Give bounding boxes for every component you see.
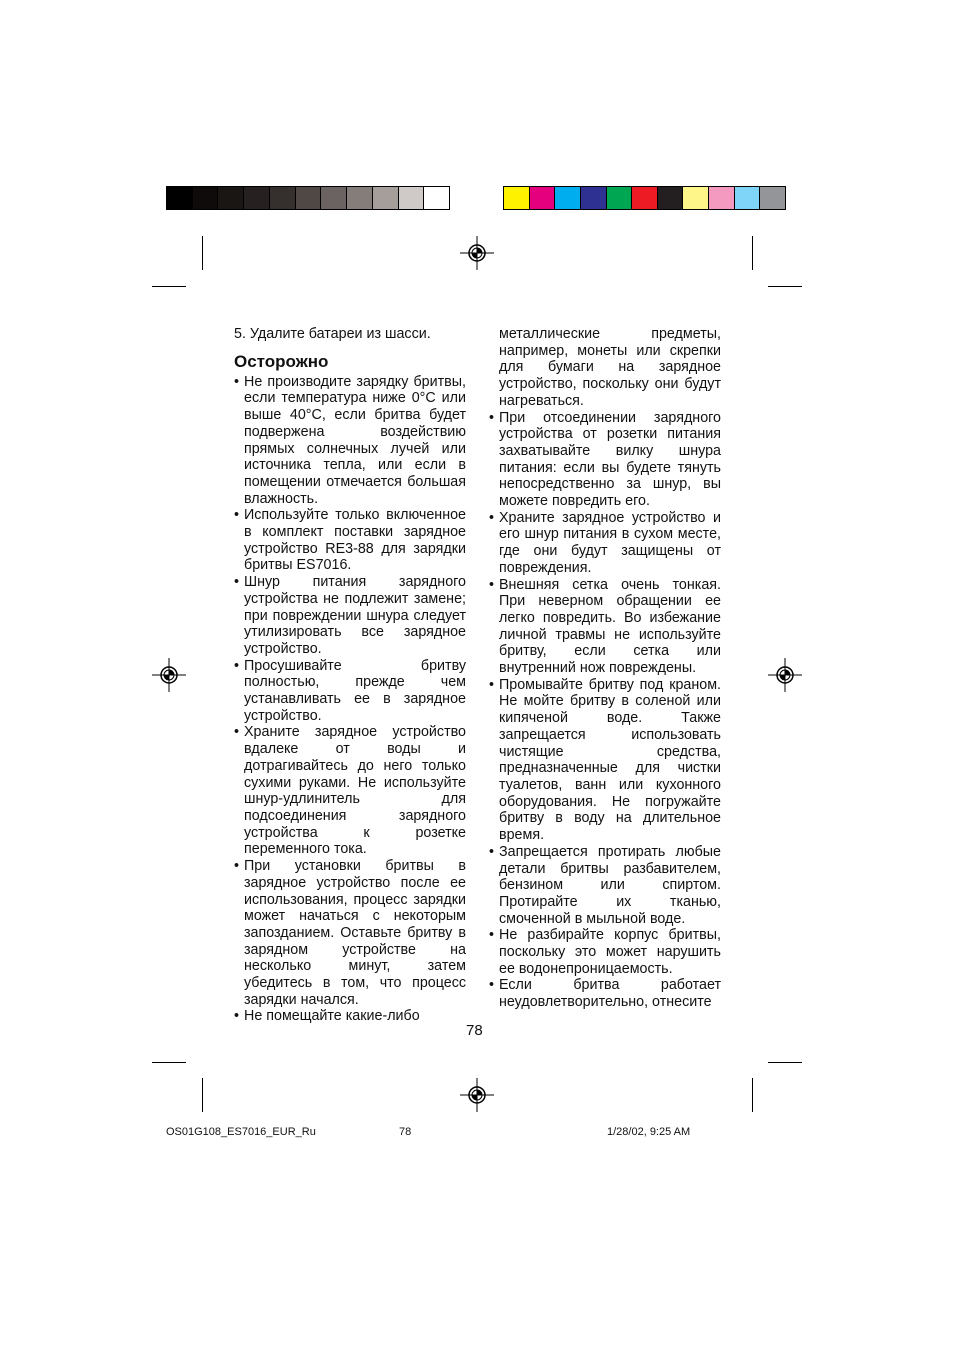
- crop-mark: [768, 1062, 802, 1063]
- color-swatch: [167, 187, 193, 209]
- left-column: [234, 326, 466, 1025]
- list-item: • Храните зарядное устройство вдалеке от воды и дотрагивайтесь до него только сухими руками. Не используйте шнур-удлинитель для подсоединения зарядного устройства к розетке переменного тока.: [234, 724, 466, 858]
- list-item: • Внешняя сетка очень тонкая. При неверном обращении ее легко повредить. Во избежание личной травмы не используйте бритву, если сетка или внутренний нож повреждены.: [489, 576, 721, 677]
- crop-mark: [752, 236, 753, 270]
- color-swatch: [193, 187, 219, 209]
- bullet-icon: •: [489, 676, 495, 693]
- right-column: [489, 326, 721, 1011]
- color-swatch: [607, 187, 633, 209]
- registration-mark-icon: [768, 658, 802, 692]
- list-item: • Не помещайте какие-либо: [234, 1008, 420, 1025]
- list-item: • Если бритва работает неудовлетворительно, отнесите: [489, 977, 721, 1011]
- color-swatch: [658, 187, 684, 209]
- color-swatch: [555, 187, 581, 209]
- page-number: 78: [466, 1022, 483, 1039]
- footer-filename: OS01G108_ES7016_EUR_Ru: [166, 1126, 316, 1138]
- color-swatch: [760, 187, 785, 209]
- list-item: • Используйте только включенное в комплект поставки зарядное устройство RE3-88 для зарядки бритвы ES7016.: [234, 507, 466, 574]
- bullet-icon: •: [234, 373, 240, 390]
- grayscale-calibration-bar: [166, 186, 450, 210]
- list-item: • Запрещается протирать любые детали бритвы разбавителем, бензином или спиртом. Протирайте их тканью, смоченной в мыльной воде.: [489, 843, 721, 927]
- bullet-icon: •: [489, 409, 495, 426]
- registration-mark-icon: [152, 658, 186, 692]
- crop-mark: [202, 236, 203, 270]
- color-swatch: [296, 187, 322, 209]
- bullet-icon: •: [489, 576, 495, 593]
- continued-paragraph: металлические предметы, например, монеты или скрепки для бумаги на зарядное устройство, поскольку они будут нагреваться.: [499, 326, 721, 409]
- color-swatch: [244, 187, 270, 209]
- bullet-icon: •: [234, 724, 240, 741]
- list-item: • Не производите зарядку бритвы, если температура ниже 0°C или выше 40°C, если бритва будет подвержена воздействию прямых солнечных лучей или источника тепла, или если в помещении отмечается большая влажность.: [234, 373, 466, 507]
- list-item: • Не разбирайте корпус бритвы, поскольку это может нарушить ее водонепроницаемость.: [489, 927, 721, 977]
- list-item: • При установки бритвы в зарядное устройство после ее использования, процесс зарядки может начаться с некоторым запозданием. Оставьте бритву в зарядном устройстве на несколько минут, затем убедитесь в том, что процесс зарядки начался.: [234, 858, 466, 1008]
- list-item: • Шнур питания зарядного устройства не подлежит замене; при повреждении шнура следует утилизировать все зарядное устройство.: [234, 574, 466, 657]
- color-swatch: [581, 187, 607, 209]
- caution-list: [234, 374, 466, 1025]
- crop-mark: [202, 1078, 203, 1112]
- color-swatch: [218, 187, 244, 209]
- bullet-icon: •: [489, 843, 495, 860]
- color-swatch: [270, 187, 296, 209]
- footer-date: 1/28/02, 9:25 AM: [607, 1126, 691, 1138]
- bullet-icon: •: [234, 507, 240, 524]
- color-swatch: [321, 187, 347, 209]
- color-swatch: [399, 187, 425, 209]
- color-swatch: [373, 187, 399, 209]
- color-calibration-bar: [503, 186, 786, 210]
- footer-page: 78: [399, 1126, 412, 1138]
- bullet-icon: •: [489, 509, 495, 526]
- crop-mark: [152, 286, 186, 287]
- caution-list-continued: [489, 410, 721, 1011]
- color-swatch: [709, 187, 735, 209]
- step-item: 5. Удалите батареи из шасси.: [234, 326, 431, 342]
- bullet-icon: •: [489, 977, 495, 994]
- bullet-icon: •: [234, 1008, 240, 1025]
- color-swatch: [683, 187, 709, 209]
- crop-mark: [152, 1062, 186, 1063]
- list-item: • Храните зарядное устройство и его шнур питания в сухом месте, где они будут защищены от повреждения.: [489, 509, 721, 576]
- bullet-icon: •: [234, 657, 240, 674]
- crop-mark: [752, 1078, 753, 1112]
- crop-mark: [768, 286, 802, 287]
- list-item: • Промывайте бритву под краном. Не мойте бритву в соленой или кипяченой воде. Также запрещается использовать чистящие средства, предназначенные для чистки туалетов, ванн или кухонного оборудования. Не погружайте бритву в воду на длительное время.: [489, 676, 721, 844]
- color-swatch: [424, 187, 449, 209]
- bullet-icon: •: [489, 927, 495, 944]
- color-swatch: [530, 187, 556, 209]
- color-swatch: [735, 187, 761, 209]
- color-swatch: [347, 187, 373, 209]
- bullet-icon: •: [234, 858, 240, 875]
- bullet-icon: •: [234, 574, 240, 591]
- registration-mark-icon: [460, 1078, 494, 1112]
- list-item: • При отсоединении зарядного устройства от розетки питания захватывайте вилку шнура питания: если вы будете тянуть непосредственно за шнур, вы можете повредить его.: [489, 409, 721, 510]
- color-swatch: [632, 187, 658, 209]
- list-item: • Просушивайте бритву полностью, прежде чем устанавливать ее в зарядное устройство.: [234, 657, 466, 724]
- registration-mark-icon: [460, 236, 494, 270]
- color-swatch: [504, 187, 530, 209]
- section-heading: Осторожно: [234, 351, 329, 371]
